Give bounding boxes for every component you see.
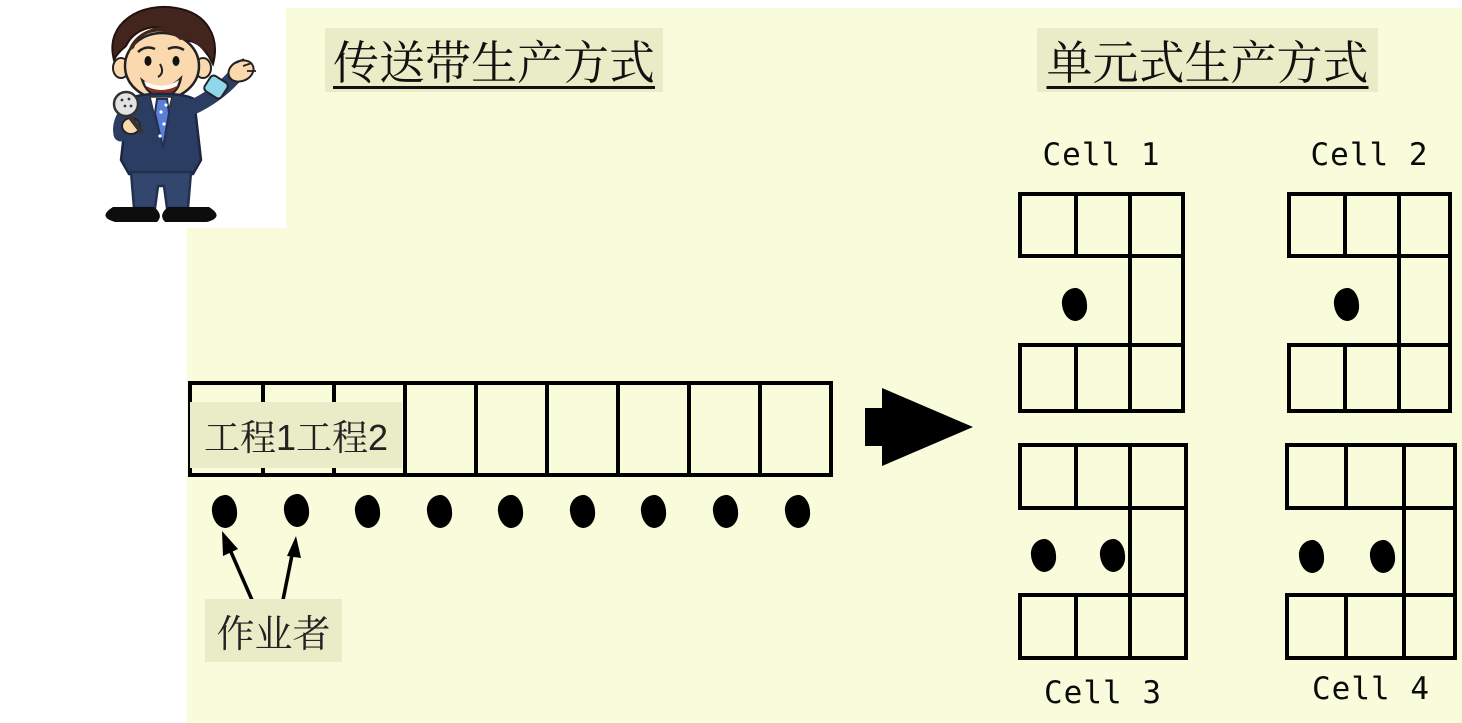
cell-divider xyxy=(1128,597,1132,656)
cell-divider xyxy=(1402,597,1406,656)
cell-4-mid-box xyxy=(1402,506,1457,597)
belt-station-divider xyxy=(474,385,478,473)
belt-station-divider xyxy=(545,385,549,473)
cell-3-label: Cell 3 xyxy=(1044,675,1162,711)
presenter-icon xyxy=(0,0,286,228)
cell-1-mid-box xyxy=(1128,254,1185,347)
cell-section-title xyxy=(1037,28,1378,92)
cell-divider xyxy=(1074,196,1078,254)
cell-2-top-row xyxy=(1287,192,1452,258)
conveyor-section-title xyxy=(325,28,663,92)
cell-divider xyxy=(1344,597,1348,656)
cell-2-mid-box xyxy=(1397,254,1452,347)
cell-2-label: Cell 2 xyxy=(1310,137,1429,173)
right-block-arrow-icon xyxy=(860,382,980,474)
belt-station-divider xyxy=(616,385,620,473)
cell-4-label: Cell 4 xyxy=(1312,671,1430,707)
belt-station-divider xyxy=(758,385,762,473)
presenter-cartoon xyxy=(0,0,286,228)
cell-1-label: Cell 1 xyxy=(1042,137,1161,173)
process-label xyxy=(190,402,402,468)
cell-divider xyxy=(1344,447,1348,506)
cell-3-bottom-row xyxy=(1018,593,1188,660)
cell-divider xyxy=(1074,347,1078,409)
cell-3-mid-box xyxy=(1128,506,1188,597)
conveyor-title-text: 传送带生产方式 xyxy=(333,38,655,89)
worker-label-text: 作业者 xyxy=(216,614,331,656)
cell-divider xyxy=(1128,347,1132,409)
belt-station-divider xyxy=(403,385,407,473)
cell-divider xyxy=(1074,597,1078,656)
cell-divider xyxy=(1128,447,1132,506)
process-label-text: 工程1工程2 xyxy=(203,416,389,458)
cell-2-bottom-row xyxy=(1287,343,1452,413)
cell-4-top-row xyxy=(1285,443,1457,510)
cell-divider xyxy=(1343,196,1347,254)
cell-4-bottom-row xyxy=(1285,593,1457,660)
annotation-arrow-icon xyxy=(200,520,320,610)
cell-divider xyxy=(1402,447,1406,506)
slide-background xyxy=(187,8,1462,723)
belt-station-divider xyxy=(687,385,691,473)
cell-3-top-row xyxy=(1018,443,1188,510)
cell-divider xyxy=(1397,347,1401,409)
cell-divider xyxy=(1074,447,1078,506)
worker-label xyxy=(205,599,342,662)
cell-divider xyxy=(1397,196,1401,254)
cell-1-top-row xyxy=(1018,192,1185,258)
cell-divider xyxy=(1343,347,1347,409)
cell-divider xyxy=(1128,196,1132,254)
cell-1-bottom-row xyxy=(1018,343,1185,413)
cell-title-text: 单元式生产方式 xyxy=(1046,38,1369,89)
